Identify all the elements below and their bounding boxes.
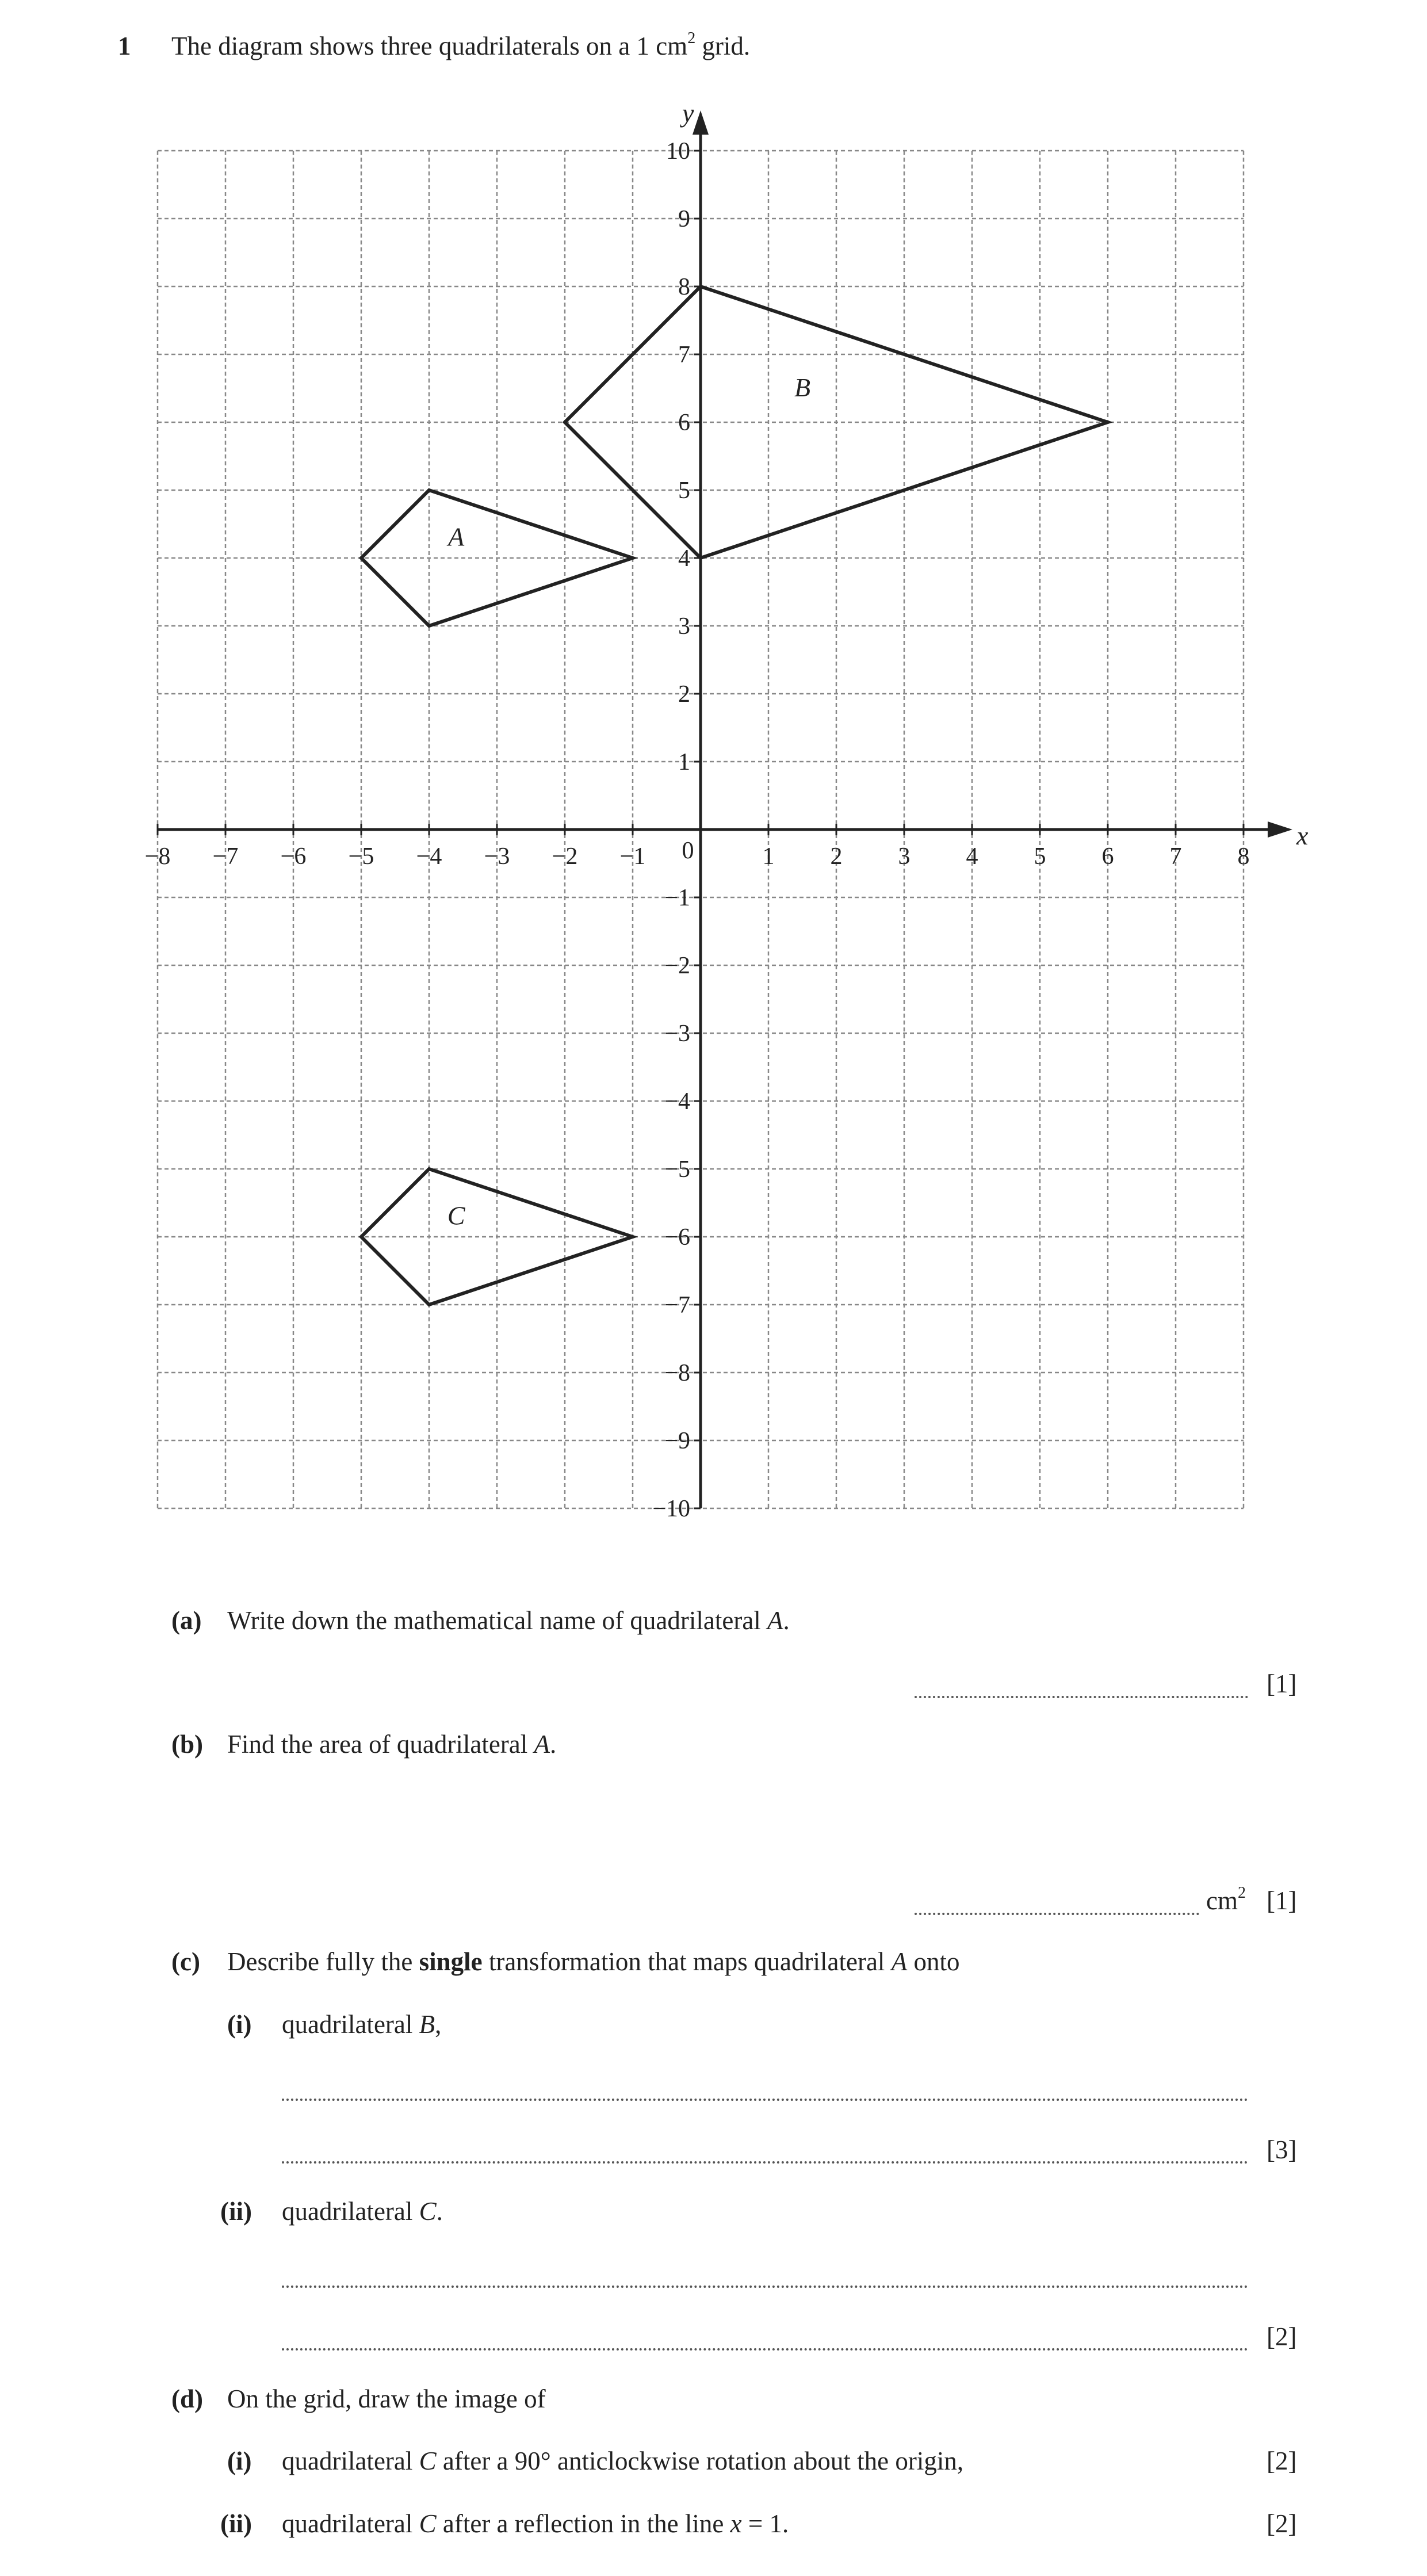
part-c-i-answer-line-1[interactable] [282, 2099, 1248, 2101]
y-axis-arrow [693, 110, 709, 135]
y-tick-label: 5 [678, 477, 690, 504]
part-d-i-var: C [419, 2447, 437, 2475]
part-c-var: A [891, 1947, 908, 1976]
y-tick-label: 1 [678, 749, 690, 775]
part-c-ii-label: (ii) [220, 2197, 252, 2226]
part-c-i-text-end: , [435, 2010, 442, 2039]
y-tick-label: 2 [678, 681, 690, 708]
part-d-ii-eq-var: x [730, 2509, 742, 2538]
part-d-label: (d) [171, 2384, 203, 2413]
part-c-text-end: onto [907, 1947, 960, 1976]
y-axis-label: y [682, 98, 694, 128]
part-c-ii-marks: [2] [1267, 2322, 1297, 2351]
y-tick-label: 3 [678, 613, 690, 640]
part-c-bold-word: single [419, 1947, 483, 1976]
x-tick-label: −6 [280, 843, 307, 870]
part-d-ii-text: quadrilateral [282, 2509, 419, 2538]
y-tick-label: −1 [664, 885, 690, 911]
unit-superscript: 2 [1237, 1884, 1246, 1902]
x-tick-label: 7 [1169, 843, 1182, 870]
x-tick-label: −3 [484, 843, 510, 870]
x-tick-label: −4 [416, 843, 442, 870]
part-c-text: Describe fully the [227, 1947, 419, 1976]
part-b-unit [1206, 1884, 1246, 1915]
part-d-ii-var: C [419, 2509, 437, 2538]
part-c-i-answer-line-2[interactable] [282, 2161, 1248, 2164]
part-a-marks: [1] [1267, 1669, 1297, 1698]
x-tick-label: −2 [552, 843, 578, 870]
question-number: 1 [118, 32, 131, 60]
part-c-i-text: quadrilateral [282, 2010, 419, 2039]
y-tick-label: −9 [664, 1428, 690, 1454]
part-d-question: On the grid, draw the image of [227, 2384, 546, 2413]
part-d-ii-text-mid: after a reflection in the line [436, 2509, 730, 2538]
quadrilateral-c-label: C [447, 1201, 465, 1230]
part-c-i-label: (i) [227, 2010, 252, 2039]
x-tick-label: 4 [966, 843, 978, 870]
y-tick-label: −4 [664, 1088, 690, 1115]
part-b-text: Find the area of quadrilateral [227, 1730, 534, 1759]
part-c-label: (c) [171, 1947, 200, 1976]
x-tick-label: −7 [212, 843, 239, 870]
x-tick-label: −8 [144, 843, 171, 870]
x-tick-label: 2 [830, 843, 843, 870]
part-d-i-question [282, 2448, 963, 2474]
part-c-i-var: B [419, 2010, 435, 2039]
part-d-i-marks: [2] [1267, 2447, 1297, 2475]
part-d-i-label: (i) [227, 2447, 252, 2475]
part-d-ii-eq: = 1. [741, 2509, 789, 2538]
y-tick-label: 8 [678, 274, 690, 300]
part-a-text: Write down the mathematical name of quadrilateral [227, 1606, 768, 1635]
part-a-var: A [767, 1606, 783, 1635]
part-c-ii-text: quadrilateral [282, 2197, 419, 2226]
quadrilateral-a-label: A [448, 522, 465, 552]
part-c-ii-answer-line-1[interactable] [282, 2285, 1248, 2288]
part-b-text-end: . [550, 1730, 557, 1759]
y-tick-label: −3 [664, 1021, 690, 1047]
y-tick-label: −7 [664, 1292, 690, 1318]
part-b-answer-line[interactable] [915, 1913, 1199, 1915]
y-tick-label: −2 [664, 953, 690, 979]
part-d-ii-question [282, 2511, 789, 2537]
y-tick-label: −5 [664, 1156, 690, 1183]
part-b-marks: [1] [1267, 1886, 1297, 1915]
y-tick-label: −6 [664, 1224, 690, 1251]
x-tick-label: 5 [1034, 843, 1046, 870]
x-tick-label: −5 [348, 843, 374, 870]
part-a-answer-line[interactable] [915, 1696, 1248, 1698]
x-axis-arrow [1268, 821, 1292, 838]
intro-superscript: 2 [687, 29, 696, 47]
intro-text-end: grid. [695, 32, 751, 60]
x-tick-label: 8 [1237, 843, 1250, 870]
part-c-question [227, 1949, 959, 1975]
y-tick-label: 4 [678, 545, 690, 572]
x-tick-label: 3 [898, 843, 910, 870]
x-tick-label: −1 [619, 843, 646, 870]
y-tick-label: 9 [678, 206, 690, 232]
x-axis-label: x [1296, 821, 1309, 850]
part-a-label: (a) [171, 1606, 202, 1635]
part-c-i-question [282, 2012, 441, 2038]
part-a-text-end: . [783, 1606, 790, 1635]
y-tick-label: 6 [678, 410, 690, 436]
y-tick-label: 10 [666, 138, 690, 165]
part-d-ii-label: (ii) [220, 2509, 252, 2538]
part-c-i-marks: [3] [1267, 2135, 1297, 2164]
part-c-text-mid: transformation that maps quadrilateral [482, 1947, 892, 1976]
part-c-ii-text-end: . [436, 2197, 443, 2226]
part-a-question [227, 1608, 790, 1634]
part-d-ii-marks: [2] [1267, 2509, 1297, 2538]
y-tick-label: −10 [652, 1496, 690, 1522]
part-d-i-text: quadrilateral [282, 2447, 419, 2475]
unit-text: cm [1206, 1886, 1238, 1915]
origin-label: 0 [682, 838, 694, 864]
y-tick-label: 7 [678, 342, 690, 368]
x-tick-label: 1 [762, 843, 775, 870]
y-tick-label: −8 [664, 1360, 690, 1386]
x-tick-label: 6 [1101, 843, 1114, 870]
quadrilateral-b-label: B [794, 373, 811, 402]
part-b-question [227, 1732, 556, 1757]
part-c-ii-question [282, 2199, 443, 2225]
part-c-ii-var: C [419, 2197, 437, 2226]
part-c-ii-answer-line-2[interactable] [282, 2348, 1248, 2350]
part-b-var: A [534, 1730, 550, 1759]
part-b-label: (b) [171, 1730, 203, 1759]
intro-text: The diagram shows three quadrilaterals on a 1 cm [171, 32, 688, 60]
part-d-i-text-end: after a 90° anticlockwise rotation about the origin, [436, 2447, 964, 2475]
